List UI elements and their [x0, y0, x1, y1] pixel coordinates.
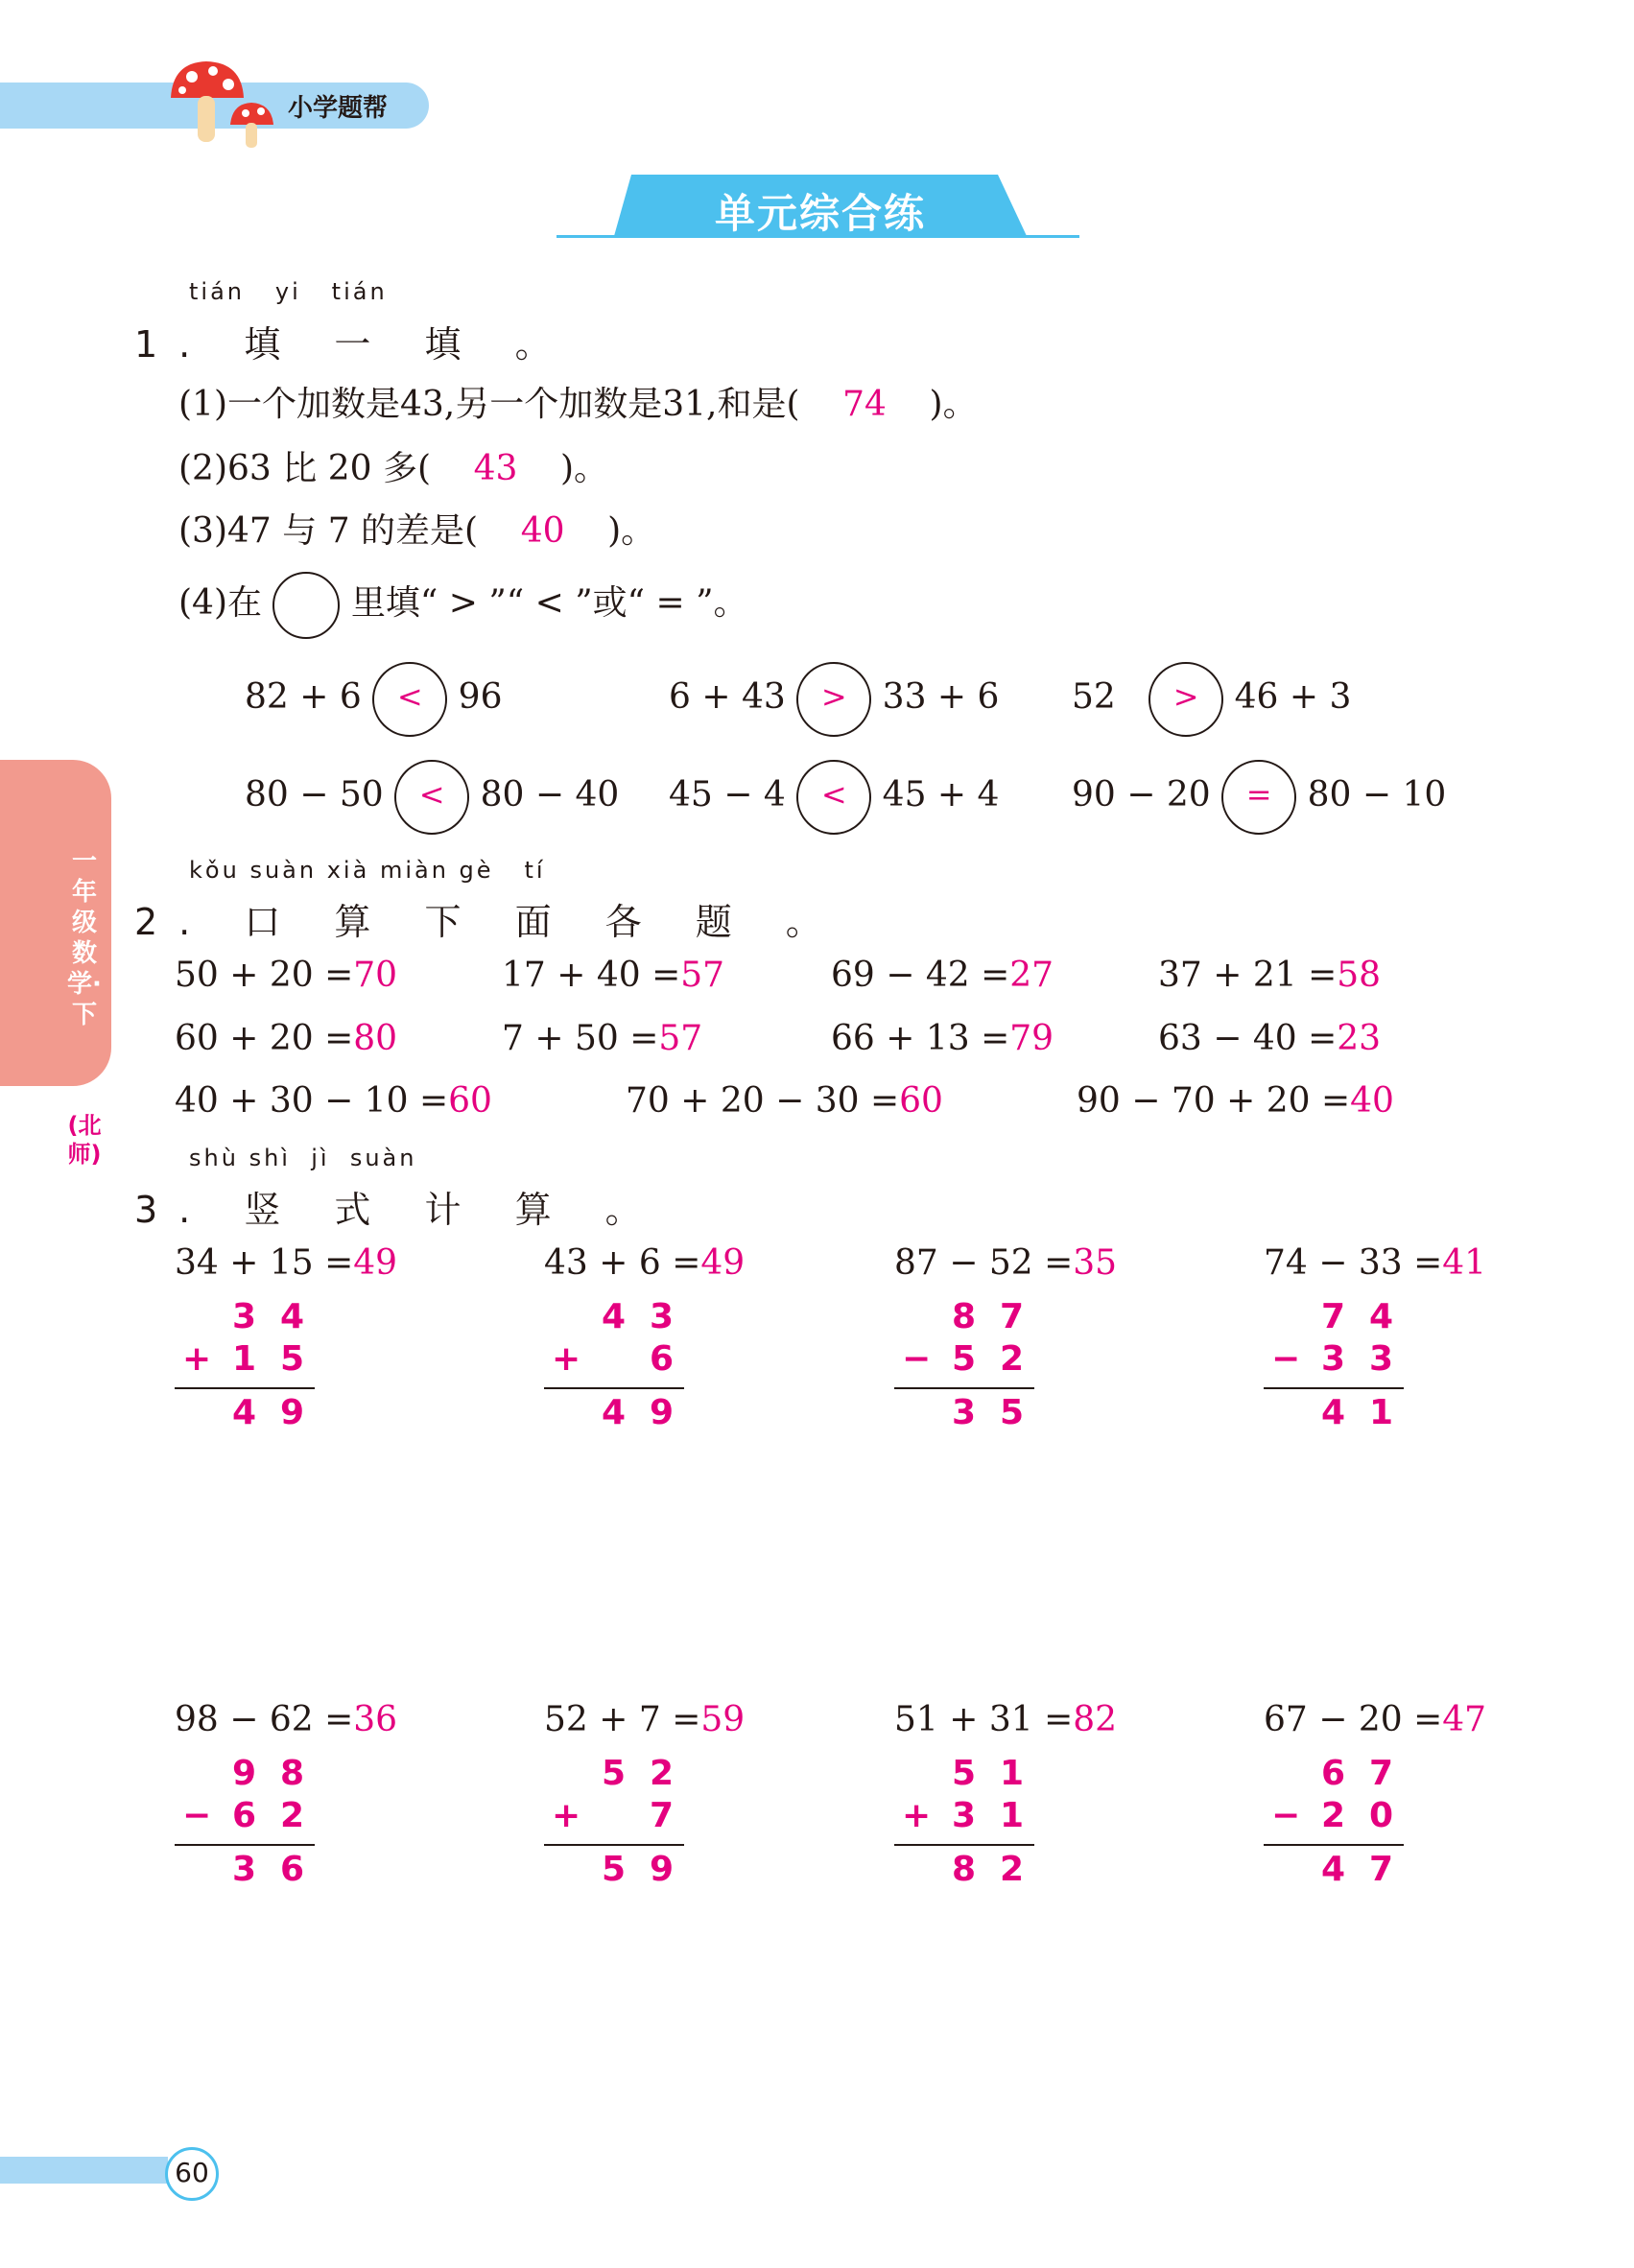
compare-answer: > — [796, 662, 871, 737]
grade-label: 一年级数学·下 — [67, 847, 102, 1029]
calc-divider — [894, 1387, 1034, 1389]
vertical-calc-equation: 34 + 15 =49 — [175, 1243, 398, 1283]
result-number: 4 9 — [232, 1393, 305, 1432]
answer: 49 — [353, 1243, 398, 1283]
bottom-number: − 6 2 — [182, 1796, 305, 1835]
operator: − — [1271, 1796, 1301, 1835]
vertical-calc-equation: 67 − 20 =47 — [1264, 1700, 1487, 1739]
result-number: 4 9 — [602, 1393, 675, 1432]
answer: 43 — [473, 449, 518, 488]
q1-item-4 — [178, 572, 748, 639]
compare-answer: < — [372, 662, 447, 737]
calc-divider — [175, 1387, 315, 1389]
footer-band — [0, 2157, 168, 2184]
compare-answer: = — [1221, 760, 1296, 835]
answer: 79 — [1009, 1019, 1054, 1058]
q1-item-1 — [178, 377, 978, 426]
circle-icon — [272, 572, 340, 639]
answer: 70 — [353, 956, 398, 995]
compare-item: 52 > 46 + 3 — [1072, 662, 1351, 737]
q3-pinyin: shù shì jì suàn — [189, 1145, 417, 1171]
calc-divider — [544, 1844, 684, 1846]
answer: 74 — [842, 385, 887, 424]
result-number: 8 2 — [952, 1850, 1025, 1889]
calc-divider — [1264, 1844, 1404, 1846]
q2-pinyin: kǒu suàn xià miàn gè tí — [189, 857, 546, 884]
answer: 60 — [899, 1081, 943, 1121]
compare-answer: < — [796, 760, 871, 835]
bottom-number: + 7 — [552, 1796, 675, 1835]
operator: − — [1271, 1339, 1301, 1379]
page-number: 60 — [165, 2147, 219, 2201]
operator: + — [552, 1796, 581, 1835]
result-number: 4 7 — [1321, 1850, 1394, 1889]
compare-item: 90 − 20 = 80 − 10 — [1072, 760, 1446, 835]
q1-pinyin — [189, 278, 388, 305]
bottom-number: − 5 2 — [902, 1339, 1025, 1379]
answer: 35 — [1073, 1243, 1118, 1283]
question-text: 里填“ > ”“ < ”或“ = ”。 — [350, 583, 748, 623]
vertical-calc-equation: 51 + 31 =82 — [894, 1700, 1118, 1739]
answer: 82 — [1073, 1700, 1118, 1739]
mental-calc-item: 66 + 13 =79 — [831, 1019, 1054, 1058]
answer: 60 — [448, 1081, 492, 1121]
operator: − — [182, 1796, 212, 1835]
bottom-number: + 3 1 — [902, 1796, 1025, 1835]
question-text: (3)47 与 7 的差是( — [178, 511, 479, 551]
bottom-number: + 1 5 — [182, 1339, 305, 1379]
mental-calc-item: 90 − 70 + 20 =40 — [1077, 1081, 1394, 1121]
pinyin-syllable: tián — [331, 278, 388, 305]
q1-item-3 — [178, 504, 655, 553]
mental-calc-item: 50 + 20 =70 — [175, 956, 398, 995]
compare-item: 80 − 50 < 80 − 40 — [245, 760, 619, 835]
mental-calc-item: 69 − 42 =27 — [831, 956, 1054, 995]
question-end: )。 — [560, 449, 609, 488]
bottom-number: − 3 3 — [1271, 1339, 1394, 1379]
compare-item: 82 + 6 < 96 — [245, 662, 502, 737]
answer: 47 — [1442, 1700, 1487, 1739]
calc-divider — [1264, 1387, 1404, 1389]
brand-name: 小学题帮 — [288, 94, 389, 123]
answer: 40 — [520, 511, 565, 551]
calc-divider — [175, 1844, 315, 1846]
answer: 36 — [353, 1700, 398, 1739]
top-number: 8 7 — [952, 1297, 1025, 1336]
mental-calc-item: 7 + 50 =57 — [502, 1019, 703, 1058]
question-text: (2)63 比 20 多( — [178, 449, 431, 488]
operator: + — [902, 1796, 932, 1835]
mushroom-icon — [163, 58, 278, 149]
operator: + — [552, 1339, 581, 1379]
q3-heading: 3. 竖 式 计 算 。 — [134, 1189, 663, 1231]
bottom-number: + 6 — [552, 1339, 675, 1379]
result-number: 5 9 — [602, 1850, 675, 1889]
mental-calc-item: 37 + 21 =58 — [1158, 956, 1382, 995]
q1-item-2 — [178, 441, 608, 490]
answer: 57 — [658, 1019, 703, 1058]
bottom-number: − 2 0 — [1271, 1796, 1394, 1835]
answer: 80 — [353, 1019, 398, 1058]
compare-item: 6 + 43 > 33 + 6 — [669, 662, 999, 737]
top-number: 9 8 — [232, 1754, 305, 1793]
question-text: (1)一个加数是43,另一个加数是31,和是( — [178, 385, 800, 424]
vertical-calc-equation: 98 − 62 =36 — [175, 1700, 398, 1739]
top-number: 3 4 — [232, 1297, 305, 1336]
vertical-calc-equation: 52 + 7 =59 — [544, 1700, 746, 1739]
top-number: 5 2 — [602, 1754, 675, 1793]
page-title: 单元综合练 — [714, 190, 926, 237]
compare-item: 45 − 4 < 45 + 4 — [669, 760, 999, 835]
answer: 49 — [700, 1243, 746, 1283]
vertical-calc-equation: 43 + 6 =49 — [544, 1243, 746, 1283]
q2-heading: 2. 口 算 下 面 各 题 。 — [134, 901, 843, 943]
answer: 27 — [1009, 956, 1054, 995]
pinyin-syllable: tián — [189, 278, 245, 305]
vertical-calc-equation: 87 − 52 =35 — [894, 1243, 1118, 1283]
answer: 57 — [680, 956, 725, 995]
question-end: )。 — [929, 385, 978, 424]
operator: + — [182, 1339, 212, 1379]
compare-answer: < — [394, 760, 469, 835]
answer: 41 — [1442, 1243, 1487, 1283]
edition-label: (北师) — [67, 1112, 102, 1168]
top-number: 4 3 — [602, 1297, 675, 1336]
operator: − — [902, 1339, 932, 1379]
mental-calc-item: 17 + 40 =57 — [502, 956, 725, 995]
mental-calc-item: 40 + 30 − 10 =60 — [175, 1081, 492, 1121]
vertical-calc-equation: 74 − 33 =41 — [1264, 1243, 1487, 1283]
mental-calc-item: 63 − 40 =23 — [1158, 1019, 1382, 1058]
question-text: (4)在 — [178, 583, 262, 623]
q1-heading: 1. 填 一 填 。 — [134, 323, 573, 366]
result-number: 3 6 — [232, 1850, 305, 1889]
top-number: 6 7 — [1321, 1754, 1394, 1793]
mental-calc-item: 60 + 20 =80 — [175, 1019, 398, 1058]
top-number: 7 4 — [1321, 1297, 1394, 1336]
answer: 59 — [700, 1700, 746, 1739]
result-number: 4 1 — [1321, 1393, 1394, 1432]
pinyin-syllable: yi — [274, 278, 301, 305]
top-number: 5 1 — [952, 1754, 1025, 1793]
compare-answer: > — [1149, 662, 1223, 737]
answer: 40 — [1350, 1081, 1394, 1121]
answer: 58 — [1337, 956, 1382, 995]
result-number: 3 5 — [952, 1393, 1025, 1432]
calc-divider — [544, 1387, 684, 1389]
question-end: )。 — [607, 511, 656, 551]
mental-calc-item: 70 + 20 − 30 =60 — [626, 1081, 943, 1121]
answer: 23 — [1337, 1019, 1382, 1058]
calc-divider — [894, 1844, 1034, 1846]
